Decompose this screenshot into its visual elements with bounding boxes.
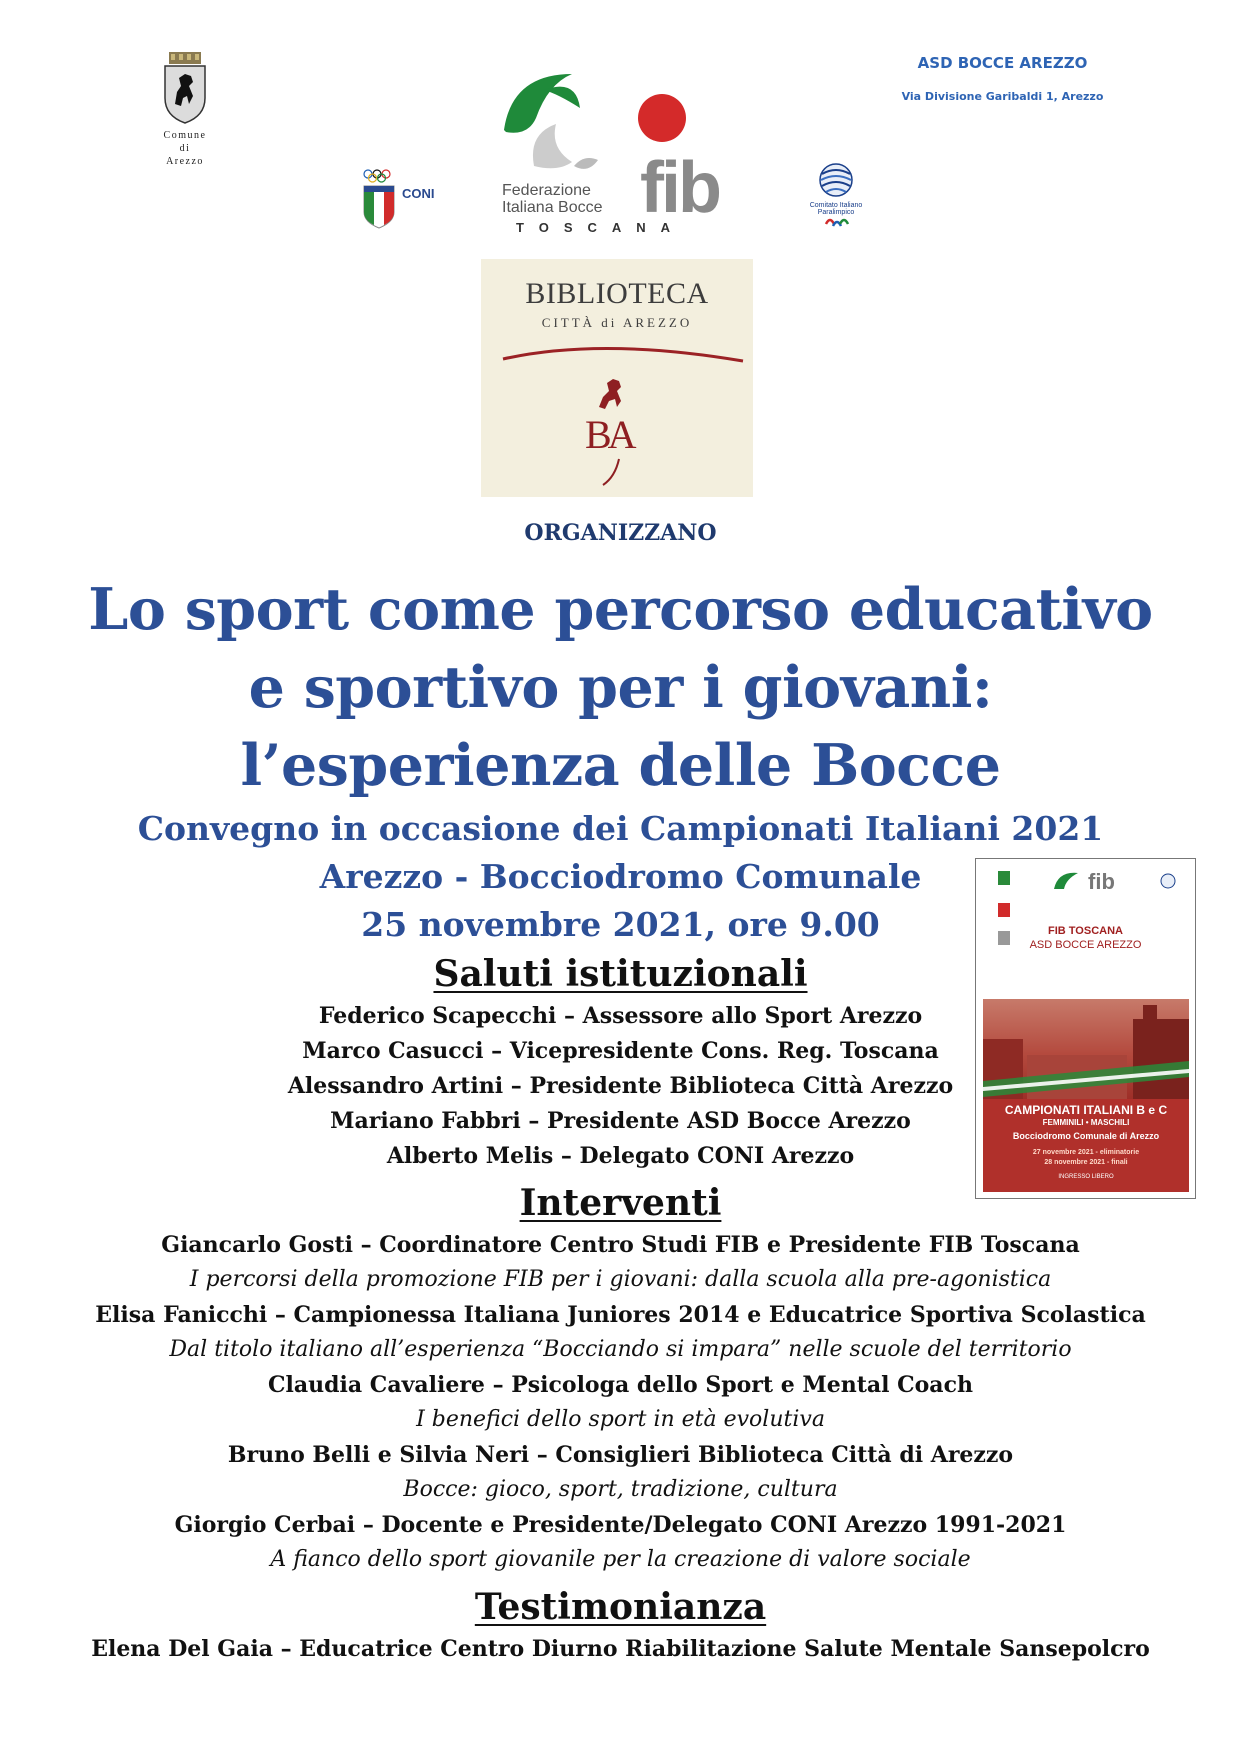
title-line-3: l’esperienza delle Bocce [240,732,1001,799]
saluti-person: Marco Casucci – Vicepresidente Cons. Reg. Toscana [302,1038,939,1064]
poster-piazza-icon [983,999,1189,1099]
fib-federation-line-2: Italiana Bocce [502,199,603,216]
paralimpico-globe-icon [818,162,854,198]
event-line-2: Arezzo - Bocciodromo Comunale [319,857,922,896]
saluti-person: Federico Scapecchi – Assessore allo Sport Arezzo [318,1003,923,1029]
fib-federation-line-1: Federazione [502,182,591,199]
title-line-1: Lo sport come percorso educativo [88,576,1153,643]
testimonianza-heading: Testimonianza [474,1586,767,1628]
intervento-talk: A fianco dello sport giovanile per la creazione di valore sociale [270,1547,971,1572]
paralimpico-label: Comitato Italiano Paralimpico [809,202,863,216]
comune-arezzo-logo [140,52,230,167]
poster-championship: CAMPIONATI ITALIANI B e C [1004,1103,1168,1117]
saluti-person: Mariano Fabbri – Presidente ASD Bocce Arezzo [330,1108,911,1134]
asd-header [880,54,1125,103]
asd-name: ASD BOCCE AREZZO [917,54,1088,72]
saluti-person: Alessandro Artini – Presidente Biblioteca Città Arezzo [287,1073,954,1099]
interventi-heading: Interventi [519,1182,722,1224]
event-line-3: 25 novembre 2021, ore 9.00 [361,905,880,944]
biblioteca-title: BIBLIOTECA [525,277,709,310]
organizzano-label: ORGANIZZANO [524,520,717,546]
saluti-person: Alberto Melis – Delegato CONI Arezzo [386,1143,855,1169]
intervento-speaker: Bruno Belli e Silvia Neri – Consiglieri Biblioteca Città di Arezzo [227,1442,1014,1468]
biblioteca-logo [481,259,753,497]
intervento-talk: Dal titolo italiano all’esperienza “Bocciando si impara” nelle scuole del territorio [169,1337,1072,1362]
fib-mark: fib [640,148,719,228]
intervento-talk: I benefici dello sport in età evolutiva [416,1407,825,1432]
intervento-speaker: Giancarlo Gosti – Coordinatore Centro Studi FIB e Presidente FIB Toscana [161,1232,1080,1258]
poster-gender: FEMMINILI • MASCHILI [1042,1118,1130,1127]
poster-photo [983,999,1189,1099]
poster-title-2: ASD BOCCE AREZZO [1029,939,1142,951]
intervento-speaker: Claudia Cavaliere – Psicologa dello Sport e Mental Coach [268,1372,973,1398]
coni-shield-icon [360,168,400,230]
intervento-speaker: Giorgio Cerbai – Docente e Presidente/Delegato CONI Arezzo 1991-2021 [174,1512,1067,1538]
poster-entry: INGRESSO LIBERO [1058,1174,1114,1180]
comune-crest-icon [163,52,207,124]
intervento-talk: Bocce: gioco, sport, tradizione, cultura [403,1477,838,1502]
comune-label-1: Comune [163,130,207,141]
poster-date-2: 28 novembre 2021 - finali [1044,1159,1128,1166]
poster-fib-mark: fib [1088,869,1115,894]
biblioteca-monogram: BA [585,412,633,457]
fib-region: TOSCANA [516,220,686,235]
paralimpico-logo [796,162,876,240]
fib-toscana-logo [488,70,738,240]
comune-label-3: Arezzo [166,156,204,167]
event-line-1: Convegno in occasione dei Campionati Italiani 2021 [137,809,1104,848]
biblioteca-subtitle: CITTÀ di AREZZO [541,315,693,330]
testimonianza-person: Elena Del Gaia – Educatrice Centro Diurno Riabilitazione Salute Mentale Sansepolcro [91,1636,1150,1662]
coni-label: CONI [402,186,435,201]
biblioteca-horse-icon [481,259,753,497]
agitos-icon [824,214,850,234]
poster-date-1: 27 novembre 2021 - eliminatorie [1032,1149,1140,1156]
coni-logo [360,168,450,230]
poster-venue: Bocciodromo Comunale di Arezzo [1012,1131,1160,1141]
comune-label-2: di [179,143,191,154]
intervento-speaker: Elisa Fanicchi – Campionessa Italiana Juniores 2014 e Educatrice Sportiva Scolastica [95,1302,1146,1328]
saluti-heading: Saluti istituzionali [433,953,808,995]
intervento-talk: I percorsi della promozione FIB per i giovani: dalla scuola alla pre-agonistica [189,1267,1052,1292]
championship-poster [975,858,1196,1199]
poster-title-1: FIB TOSCANA [1048,925,1123,937]
asd-address: Via Divisione Garibaldi 1, Arezzo [901,90,1104,103]
title-line-2: e sportivo per i giovani: [248,654,993,721]
fib-federation-text [502,182,603,216]
